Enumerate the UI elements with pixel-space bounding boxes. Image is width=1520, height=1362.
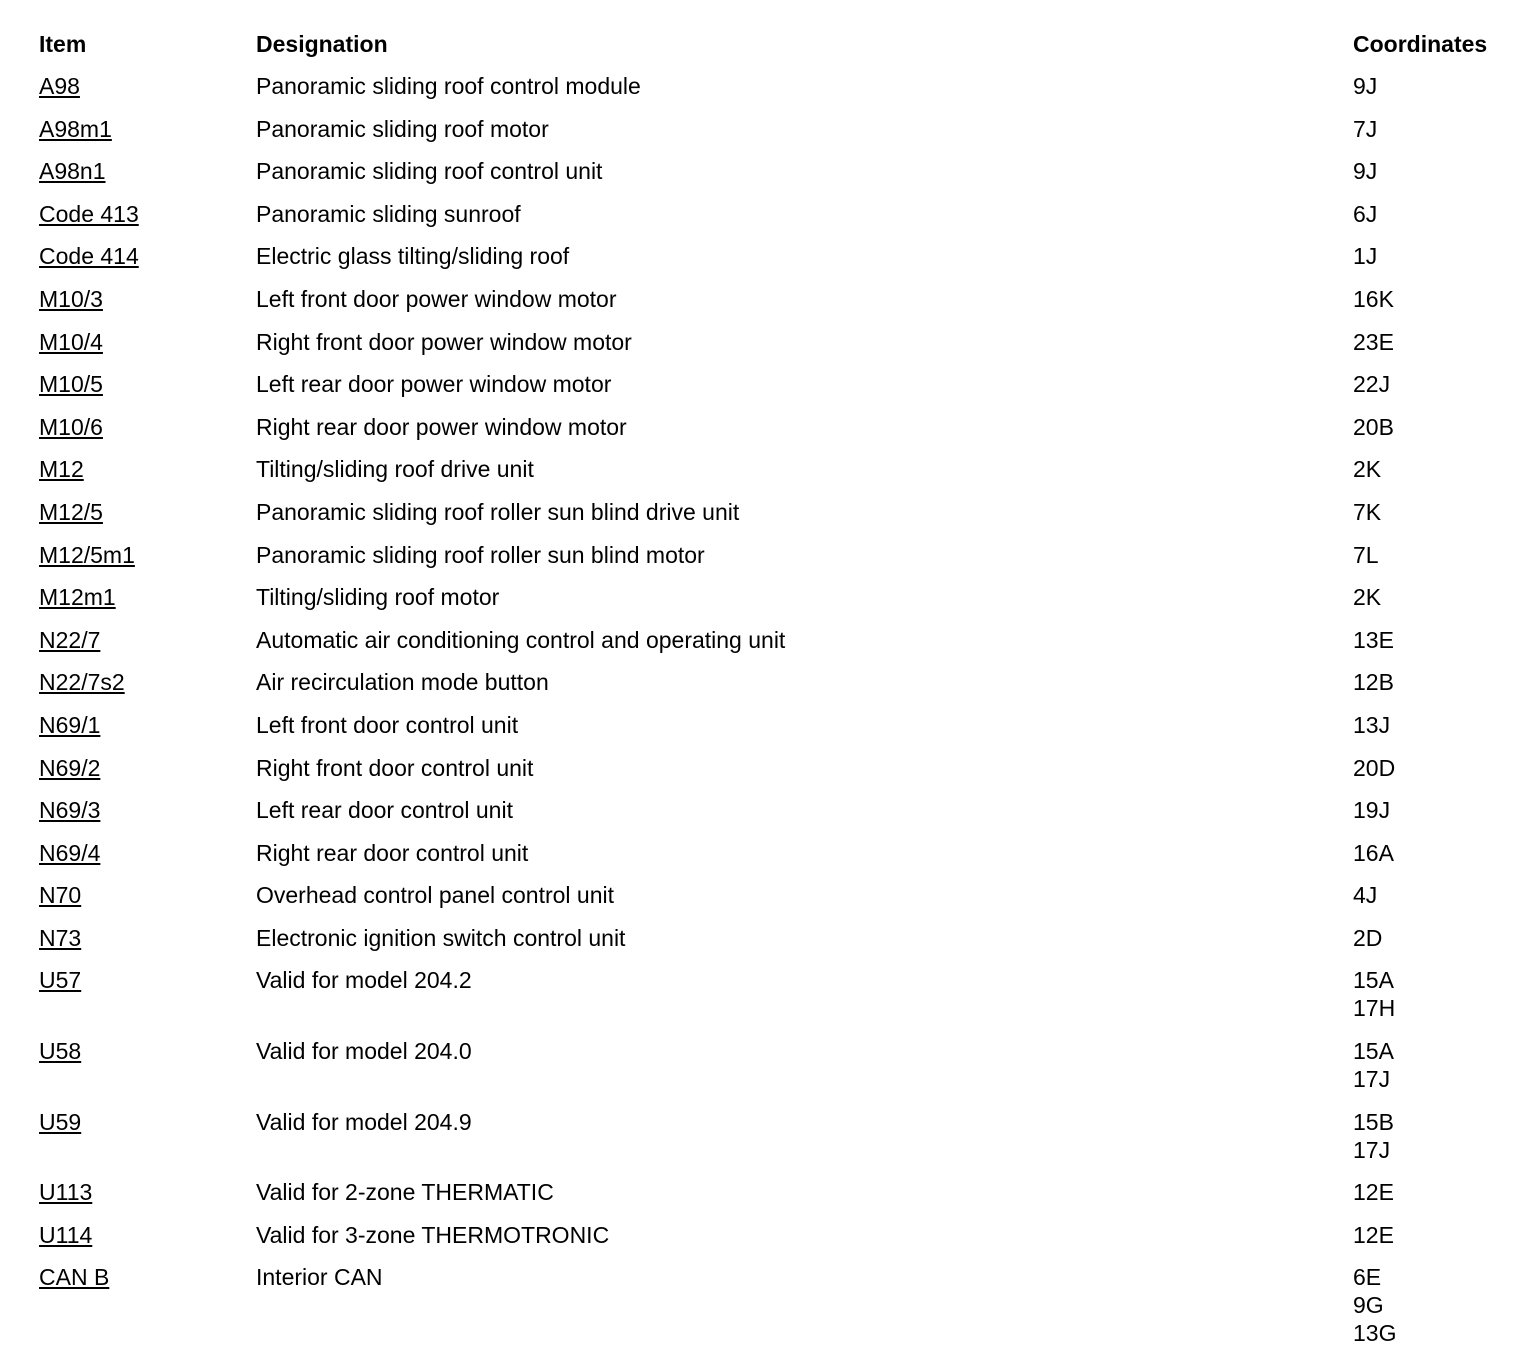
coordinate-value: 20D: [1353, 754, 1396, 781]
coordinate-value: 9G: [1353, 1292, 1384, 1319]
coordinates-cell: [1353, 839, 1394, 867]
designation-text: Left front door control unit: [256, 711, 519, 738]
coordinate-value: 17H: [1353, 995, 1396, 1022]
coordinate-value: 9J: [1353, 73, 1378, 99]
item-link[interactable]: M10/5: [39, 371, 103, 398]
coordinate-value: 4J: [1353, 882, 1378, 909]
coordinate-value: 6E: [1353, 1264, 1382, 1291]
coordinates-cell: [1353, 541, 1379, 569]
designation-text: Valid for 3-zone THERMOTRONIC: [256, 1221, 610, 1248]
designation-text: Panoramic sliding roof control module: [256, 73, 641, 99]
coordinates-cell: [1353, 711, 1390, 739]
coordinates-cell: [1353, 754, 1395, 782]
table-row: [0, 626, 1520, 669]
item-link[interactable]: M12/5m1: [39, 541, 135, 568]
designation-text: Right rear door control unit: [256, 839, 529, 866]
table-row: [0, 754, 1520, 797]
coordinates-cell: [1353, 328, 1394, 356]
coordinates-cell: [1353, 583, 1381, 611]
designation-text: Panoramic sliding roof roller sun blind motor: [256, 541, 705, 568]
coordinates-cell: [1353, 370, 1390, 398]
designation-text: Valid for model 204.9: [256, 1108, 472, 1135]
coordinate-value: 13E: [1353, 626, 1394, 653]
item-link[interactable]: A98n1: [39, 158, 106, 185]
coordinate-value: 12E: [1353, 1179, 1394, 1206]
item-link[interactable]: CAN B: [39, 1264, 110, 1291]
designation-text: Right front door power window motor: [256, 328, 632, 355]
designation-text: Valid for model 204.2: [256, 967, 472, 994]
item-link[interactable]: M10/4: [39, 328, 103, 355]
designation-text: Electronic ignition switch control unit: [256, 924, 626, 951]
item-link[interactable]: U113: [39, 1179, 93, 1206]
designation-text: Electric glass tilting/sliding roof: [256, 243, 570, 270]
coordinate-value: 23E: [1353, 328, 1394, 355]
table-row: [0, 711, 1520, 754]
item-link[interactable]: N69/3: [39, 797, 101, 824]
table-header: [0, 30, 1520, 58]
table-row: [0, 839, 1520, 882]
coordinates-cell: [1353, 72, 1377, 100]
item-link[interactable]: Code 413: [39, 200, 139, 227]
coordinates-cell: [1353, 242, 1377, 270]
coordinates-cell: [1353, 1178, 1394, 1206]
table-row: [0, 370, 1520, 413]
item-link[interactable]: M12/5: [39, 498, 103, 525]
item-link[interactable]: N70: [39, 882, 82, 909]
coordinate-value: 7L: [1353, 541, 1379, 568]
coordinates-cell: [1353, 455, 1381, 483]
table-row: [0, 1037, 1520, 1108]
coordinate-value: 12B: [1353, 669, 1394, 696]
table-row: [0, 924, 1520, 967]
item-link[interactable]: N22/7s2: [39, 669, 125, 696]
coordinate-value: 7J: [1353, 115, 1378, 142]
coordinate-value: 13G: [1353, 1320, 1397, 1347]
table-row: [0, 285, 1520, 328]
table-row: [0, 200, 1520, 243]
item-link[interactable]: N69/1: [39, 711, 101, 738]
table-row: [0, 1221, 1520, 1264]
item-link[interactable]: N73: [39, 924, 82, 951]
coordinates-cell: [1353, 285, 1394, 313]
designation-text: Valid for model 204.0: [256, 1038, 472, 1065]
coordinate-value: 9J: [1353, 158, 1378, 185]
designation-text: Panoramic sliding roof roller sun blind drive unit: [256, 498, 740, 525]
coordinate-value: 22J: [1353, 371, 1391, 398]
coordinates-cell: [1353, 498, 1381, 526]
designation-text: Panoramic sliding roof motor: [256, 115, 549, 142]
item-link[interactable]: Code 414: [39, 243, 139, 270]
table-row: [0, 541, 1520, 584]
coordinate-value: 17J: [1353, 1066, 1391, 1093]
item-link[interactable]: U57: [39, 967, 82, 994]
item-link[interactable]: M10/3: [39, 285, 103, 312]
designation-text: Automatic air conditioning control and operating unit: [256, 626, 786, 653]
coordinate-value: 1J: [1353, 243, 1378, 270]
coordinates-cell: [1353, 413, 1394, 441]
coordinates-cell: [1353, 157, 1377, 185]
table-row: [0, 668, 1520, 711]
designation-text: Left rear door power window motor: [256, 371, 612, 398]
designation-text: Right rear door power window motor: [256, 413, 627, 440]
designation-text: Air recirculation mode button: [256, 669, 549, 696]
item-link[interactable]: N22/7: [39, 626, 101, 653]
header-designation: Designation: [256, 31, 388, 57]
item-link[interactable]: A98m1: [39, 115, 112, 142]
table-row: [0, 1263, 1520, 1362]
coordinates-cell: [1353, 668, 1394, 696]
table-row: [0, 328, 1520, 371]
coordinate-value: 7K: [1353, 498, 1382, 525]
coordinate-value: 15B: [1353, 1108, 1394, 1135]
header-coordinates: Coordinates: [1353, 31, 1488, 57]
table-row: [0, 72, 1520, 115]
coordinate-value: 19J: [1353, 797, 1391, 824]
table-row: [0, 966, 1520, 1037]
designation-text: Left rear door control unit: [256, 797, 513, 824]
table-row: [0, 115, 1520, 158]
item-link[interactable]: M12m1: [39, 584, 116, 611]
coordinate-value: 2D: [1353, 924, 1383, 951]
table-row: [0, 583, 1520, 626]
item-link[interactable]: N69/2: [39, 754, 101, 781]
coordinates-cell: [1353, 881, 1377, 909]
coordinate-value: 15A: [1353, 1038, 1394, 1065]
item-link[interactable]: M12: [39, 456, 84, 483]
table-row: [0, 413, 1520, 456]
item-link[interactable]: U59: [39, 1108, 82, 1135]
table-row: [0, 157, 1520, 200]
designation-text: Panoramic sliding roof control unit: [256, 158, 603, 185]
item-link[interactable]: U58: [39, 1038, 82, 1065]
coordinates-cell: [1353, 1221, 1394, 1249]
coordinate-value: 16K: [1353, 285, 1394, 312]
coordinate-value: 16A: [1353, 839, 1394, 866]
designation-text: Valid for 2-zone THERMATIC: [256, 1179, 554, 1206]
designation-text: Overhead control panel control unit: [256, 882, 614, 909]
table-row: [0, 498, 1520, 541]
table-body: [0, 72, 1520, 1362]
designation-text: Panoramic sliding sunroof: [256, 200, 521, 227]
table-row: [0, 455, 1520, 498]
coordinates-cell: [1353, 1037, 1394, 1093]
coordinates-cell: [1353, 1263, 1396, 1347]
table-row: [0, 1178, 1520, 1221]
header-item: Item: [39, 31, 87, 57]
coordinates-cell: [1353, 115, 1377, 143]
table-row: [0, 796, 1520, 839]
coordinate-value: 6J: [1353, 200, 1378, 227]
table-row: [0, 881, 1520, 924]
coordinate-value: 2K: [1353, 584, 1382, 611]
item-link[interactable]: U114: [39, 1221, 93, 1248]
coordinate-value: 13J: [1353, 711, 1391, 738]
coordinates-cell: [1353, 924, 1382, 952]
coordinate-value: 17J: [1353, 1136, 1391, 1163]
coordinates-cell: [1353, 200, 1377, 228]
coordinate-value: 20B: [1353, 413, 1394, 440]
coordinates-cell: [1353, 796, 1390, 824]
coordinate-value: 15A: [1353, 967, 1394, 994]
table-row: [0, 242, 1520, 285]
coordinate-value: 12E: [1353, 1221, 1394, 1248]
designation-text: Tilting/sliding roof drive unit: [256, 456, 534, 483]
coordinates-cell: [1353, 1108, 1394, 1164]
coordinates-cell: [1353, 966, 1395, 1022]
item-link[interactable]: N69/4: [39, 839, 101, 866]
designation-text: Left front door power window motor: [256, 285, 617, 312]
designation-text: Tilting/sliding roof motor: [256, 584, 500, 611]
designation-text: Interior CAN: [256, 1264, 383, 1291]
coordinates-cell: [1353, 626, 1394, 654]
item-link[interactable]: A98: [39, 73, 80, 99]
designation-text: Right front door control unit: [256, 754, 534, 781]
item-link[interactable]: M10/6: [39, 413, 103, 440]
coordinate-value: 2K: [1353, 456, 1382, 483]
table-row: [0, 1108, 1520, 1179]
